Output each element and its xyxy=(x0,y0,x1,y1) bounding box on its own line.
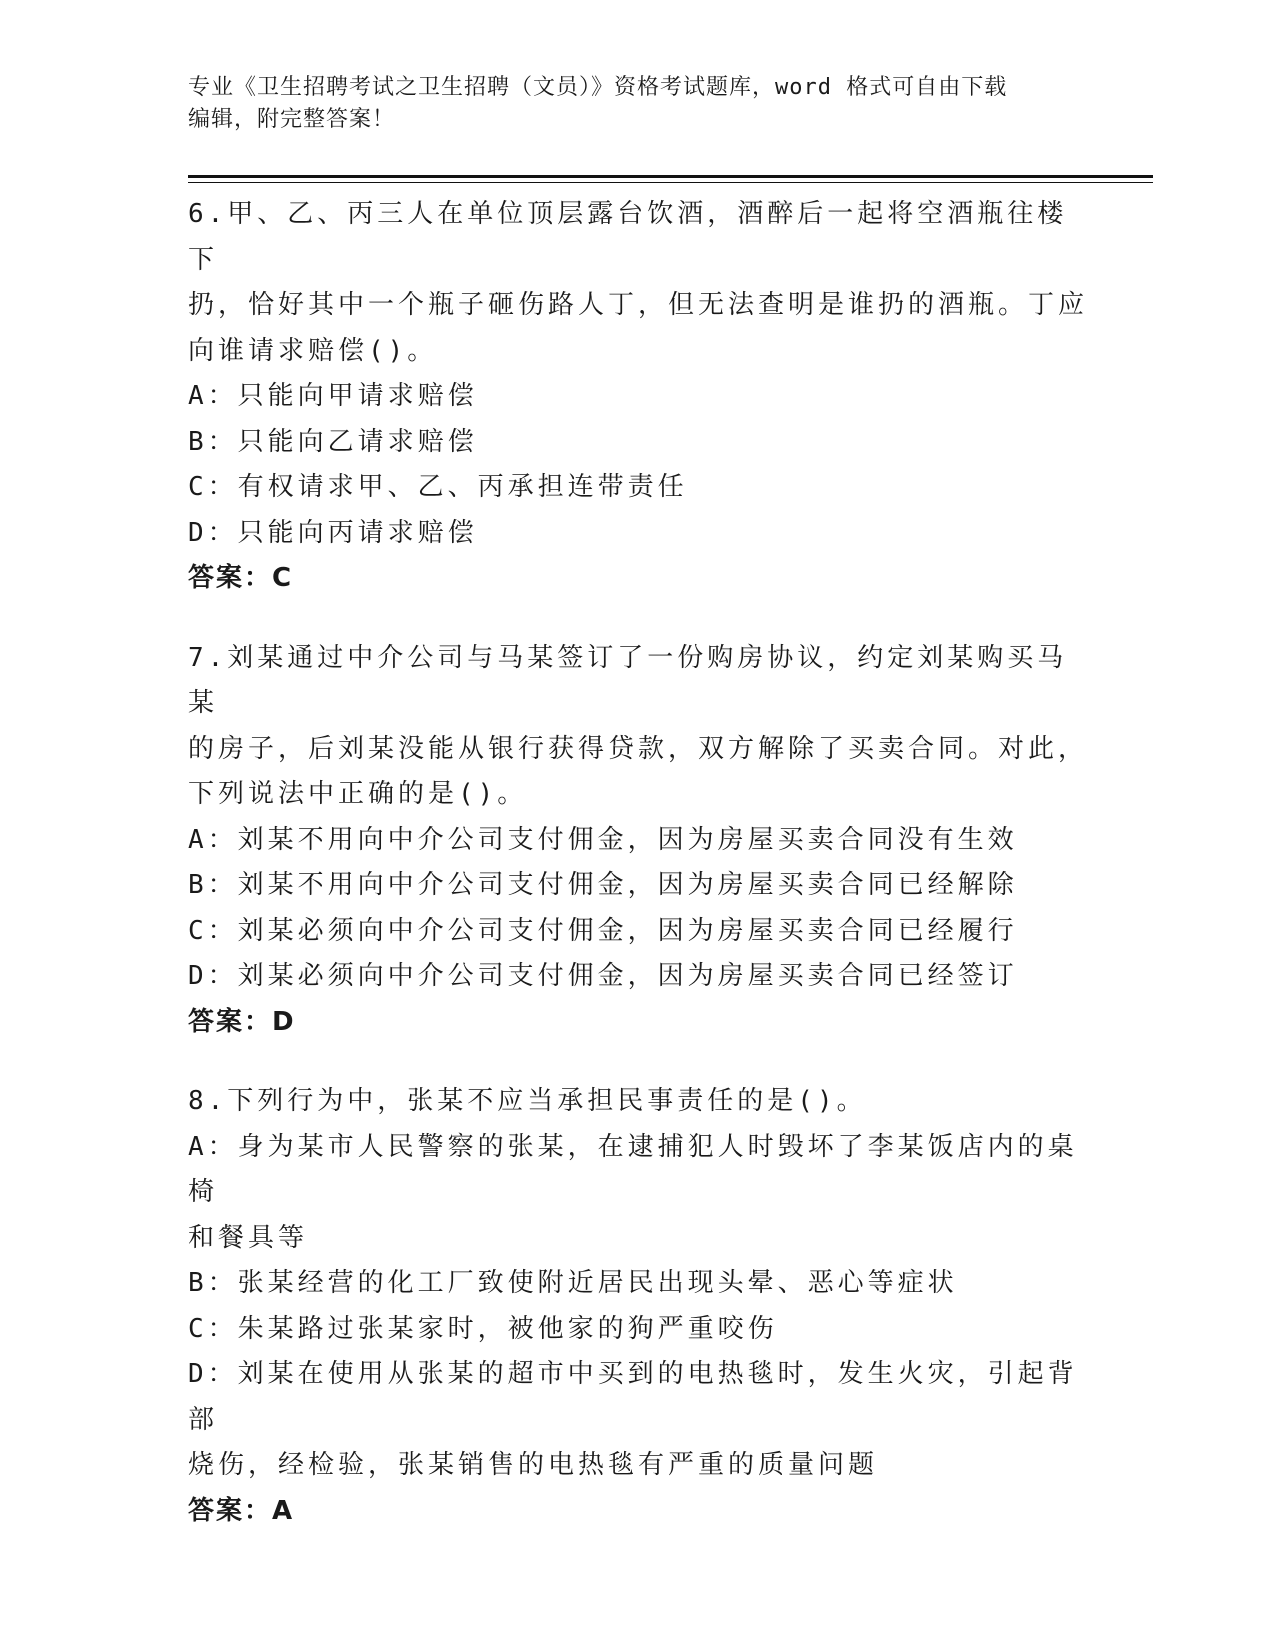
question-7 xyxy=(188,636,1088,1046)
question-6 xyxy=(188,192,1088,602)
option-b: B：刘某不用向中介公司支付佣金，因为房屋买卖合同已经解除 xyxy=(188,870,1018,900)
option-d-continued: 烧伤，经检验，张某销售的电热毯有严重的质量问题 xyxy=(188,1450,879,1480)
question-stem-line: 扔，恰好其中一个瓶子砸伤路人丁，但无法查明是谁扔的酒瓶。丁应 xyxy=(188,290,1089,320)
answer-label: 答案：D xyxy=(188,1006,296,1037)
option-a: A：身为某市人民警察的张某，在逮捕犯人时毁坏了李某饭店内的桌椅 xyxy=(188,1131,1078,1207)
answer-label: 答案：A xyxy=(188,1495,295,1526)
option-c: C：朱某路过张某家时，被他家的狗严重咬伤 xyxy=(188,1313,778,1344)
option-c: C：有权请求甲、乙、丙承担连带责任 xyxy=(188,472,688,502)
header-divider-thick xyxy=(188,175,1153,178)
option-d: D：刘某在使用从张某的超市中买到的电热毯时，发生火灾，引起背部 xyxy=(188,1359,1078,1435)
option-d: D：只能向丙请求赔偿 xyxy=(188,517,478,548)
question-stem-line: 的房子，后刘某没能从银行获得贷款，双方解除了买卖合同。对此， xyxy=(188,733,1089,764)
option-b: B：只能向乙请求赔偿 xyxy=(188,426,478,457)
question-8 xyxy=(188,1079,1088,1534)
question-stem-line: 8.下列行为中，张某不应当承担民事责任的是()。 xyxy=(188,1086,867,1116)
question-stem-line: 6.甲、乙、丙三人在单位顶层露台饮酒，酒醉后一起将空酒瓶往楼下 xyxy=(188,199,1068,275)
option-a-continued: 和餐具等 xyxy=(188,1222,309,1253)
option-c: C：刘某必须向中介公司支付佣金，因为房屋买卖合同已经履行 xyxy=(188,915,1018,946)
question-list xyxy=(188,192,1088,1568)
option-a: A：刘某不用向中介公司支付佣金，因为房屋买卖合同没有生效 xyxy=(188,824,1018,855)
option-b: B：张某经营的化工厂致使附近居民出现头晕、恶心等症状 xyxy=(188,1268,958,1298)
question-stem-line: 7.刘某通过中介公司与马某签订了一份购房协议，约定刘某购买马某 xyxy=(188,642,1068,718)
option-d: D：刘某必须向中介公司支付佣金，因为房屋买卖合同已经签订 xyxy=(188,961,1018,991)
header-line-2: 编辑，附完整答案！ xyxy=(188,107,396,132)
question-stem-line: 向谁请求赔偿()。 xyxy=(188,335,438,366)
question-stem-line: 下列说法中正确的是()。 xyxy=(188,779,528,809)
header-line-1: 专业《卫生招聘考试之卫生招聘（文员）》资格考试题库，word 格式可自由下载 xyxy=(188,75,1008,100)
answer-label: 答案：C xyxy=(188,563,294,593)
header-divider-thin xyxy=(188,182,1153,183)
option-a: A：只能向甲请求赔偿 xyxy=(188,381,478,411)
document-header xyxy=(188,72,1088,136)
